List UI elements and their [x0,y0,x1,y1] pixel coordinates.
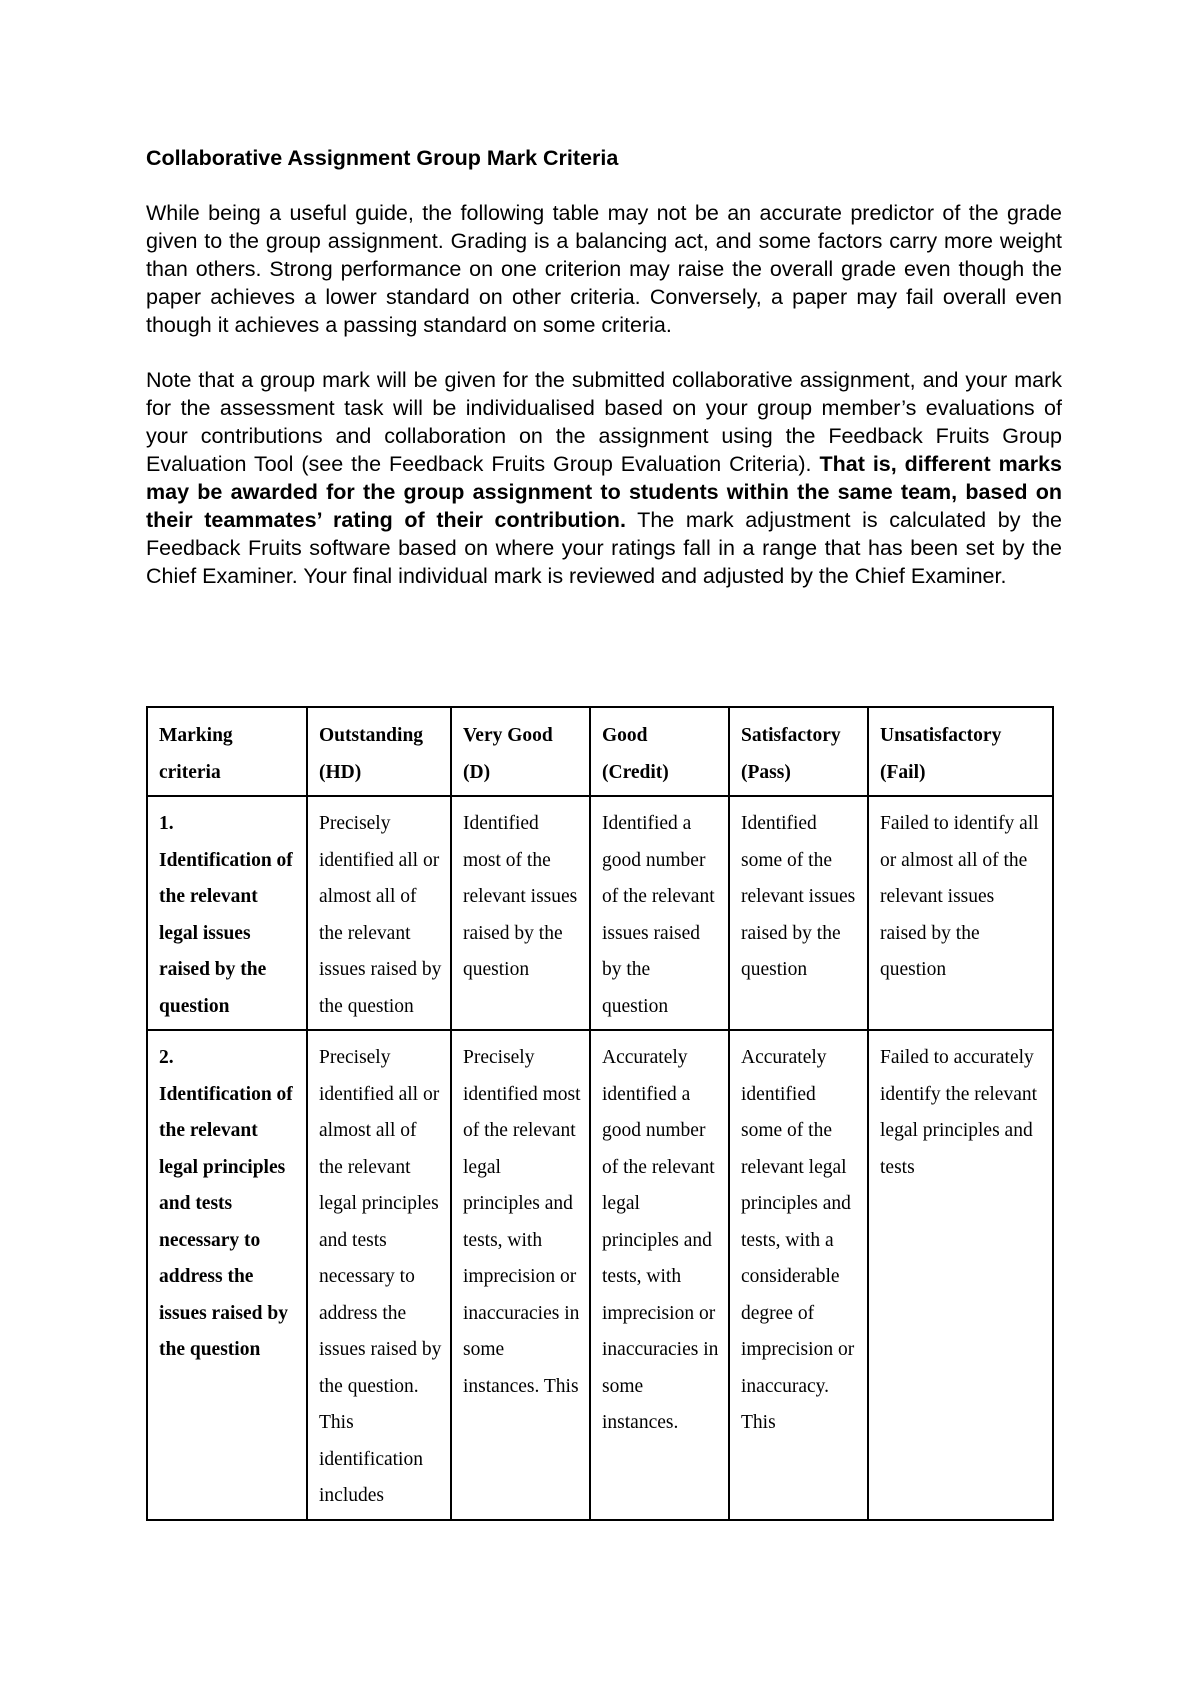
header-line: Unsatisfactory [880,725,1002,746]
group-mark-paragraph [146,366,1062,590]
document-body [146,143,1062,590]
header-line: Very Good [463,725,553,746]
header-line: (HD) [319,761,362,783]
good-cell: Identified a good number of the relevant issues raised by the question [590,796,729,1030]
marking-criteria-table [146,706,1054,1521]
header-good [590,707,729,796]
group-mark-outro: The mark adjustment is calculated by the Feedback Fruits software based on where your ratings fall in a range that has been set by the Chief Examiner. Your final individual mark is reviewed and adjusted by the Chief Examiner. [146,508,1062,588]
table-header-row [147,707,1053,796]
unsatisfactory-cell: Failed to identify all or almost all of the relevant issues raised by the question [868,796,1053,1030]
header-unsatisfactory [868,707,1053,796]
header-line: Satisfactory [741,725,841,746]
header-line: (D) [463,761,491,783]
header-outstanding [307,707,451,796]
criterion-cell [147,796,307,1030]
group-mark-emphasis: That is, different marks may be awarded for the group assignment to students within the same team, based on their teammates’ rating of their contribution. [146,452,1062,532]
header-marking-criteria [147,707,307,796]
header-line: criteria [159,761,221,783]
satisfactory-cell: Identified some of the relevant issues raised by the question [729,796,868,1030]
criterion-number: 2. [159,1047,174,1068]
criterion-text: Identification of the relevant legal principles and tests necessary to address the issues raised by the question [159,1083,293,1360]
group-mark-intro: Note that a group mark will be given for the submitted collaborative assignment, and your mark for the assessment task will be individualised based on your group member’s evaluations of your contributions and collaboration on the assignment using the Feedback Fruits Group Evaluation Tool (see the Feedback Fruits Group Evaluation Criteria). [146,368,1062,476]
outstanding-cell: Precisely identified all or almost all of the relevant issues raised by the question [307,796,451,1030]
header-line: (Fail) [880,761,926,783]
very-good-cell: Identified most of the relevant issues raised by the question [451,796,590,1030]
satisfactory-cell: Accurately identified some of the relevant legal principles and tests, with a considerable degree of imprecision or inaccuracy. This [729,1030,868,1520]
very-good-cell: Precisely identified most of the relevant legal principles and tests, with imprecision or inaccuracies in some instances. This [451,1030,590,1520]
table-row [147,1030,1053,1520]
header-line: Marking [159,725,233,746]
intro-paragraph: While being a useful guide, the following table may not be an accurate predictor of the grade given to the group assignment. Grading is a balancing act, and some factors carry more weight than others. Strong performance on one criterion may raise the overall grade even though the paper achieves a lower standard on other criteria. Conversely, a paper may fail overall even though it achieves a passing standard on some criteria. [146,201,1062,337]
outstanding-cell: Precisely identified all or almost all of the relevant legal principles and tests necessary to address the issues raised by the question. This identification includes [307,1030,451,1520]
table-row [147,796,1053,1030]
criterion-number: 1. [159,813,174,834]
header-line: Outstanding [319,725,424,746]
unsatisfactory-cell: Failed to accurately identify the relevant legal principles and tests [868,1030,1053,1520]
header-line: (Credit) [602,761,669,783]
document-title: Collaborative Assignment Group Mark Criteria [146,146,619,170]
header-line: Good [602,725,648,746]
criterion-cell [147,1030,307,1520]
criterion-text: Identification of the relevant legal issues raised by the question [159,849,293,1017]
good-cell: Accurately identified a good number of the relevant legal principles and tests, with imprecision or inaccuracies in some instances. [590,1030,729,1520]
header-line: (Pass) [741,761,791,783]
header-satisfactory [729,707,868,796]
header-very-good [451,707,590,796]
